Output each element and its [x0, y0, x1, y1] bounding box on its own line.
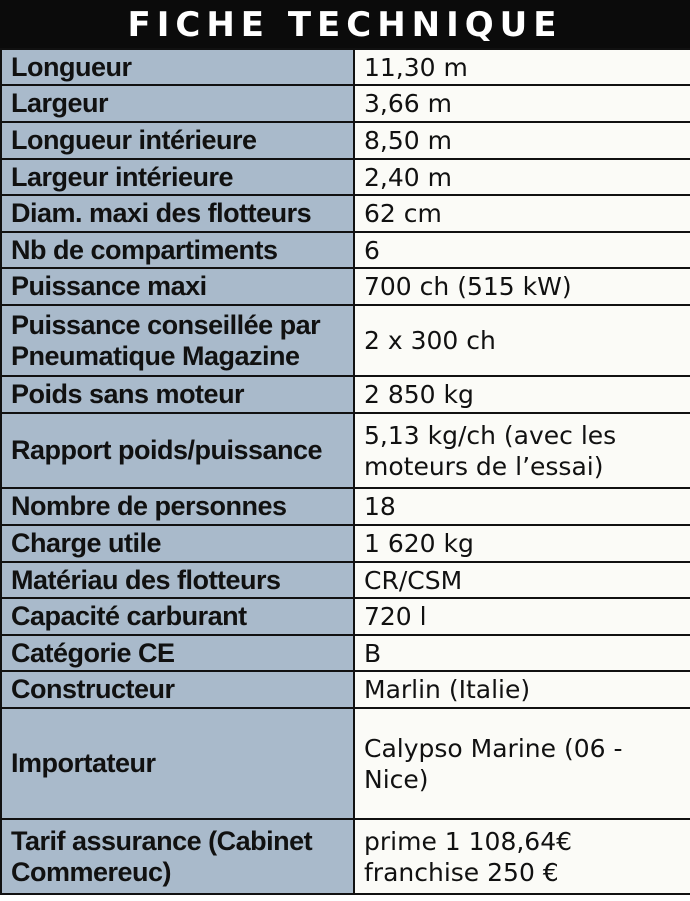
row-label: Poids sans moteur	[1, 376, 354, 413]
row-value: 2 850 kg	[354, 376, 690, 413]
table-row	[1, 232, 690, 268]
row-value: 2 x 300 ch	[354, 305, 690, 376]
row-value: 3,66 m	[354, 85, 690, 122]
row-label: Longueur intérieure	[1, 122, 354, 159]
row-label: Importateur	[1, 708, 354, 819]
row-value: 18	[354, 488, 690, 525]
table-row	[1, 85, 690, 122]
table-row	[1, 159, 690, 195]
sheet-title: FICHE TECHNIQUE	[0, 0, 690, 48]
table-row	[1, 122, 690, 159]
row-label: Puissance conseillée par Pneumatique Magazine	[1, 305, 354, 376]
row-value: 700 ch (515 kW)	[354, 268, 690, 305]
row-label: Largeur intérieure	[1, 159, 354, 195]
table-row	[1, 49, 690, 85]
row-value: 11,30 m	[354, 49, 690, 85]
table-row	[1, 708, 690, 819]
row-label: Matériau des flotteurs	[1, 562, 354, 598]
table-row	[1, 671, 690, 708]
row-value: 1 620 kg	[354, 525, 690, 562]
row-value: CR/CSM	[354, 562, 690, 598]
row-value: Calypso Marine (06 - Nice)	[354, 708, 690, 819]
row-value: 5,13 kg/ch (avec les moteurs de l’essai)	[354, 413, 690, 488]
table-row	[1, 305, 690, 376]
row-value: 62 cm	[354, 195, 690, 232]
row-value: 6	[354, 232, 690, 268]
row-label: Tarif assurance (Cabinet Commereuc)	[1, 819, 354, 894]
row-value: prime 1 108,64€ franchise 250 €	[354, 819, 690, 894]
row-label: Nb de compartiments	[1, 232, 354, 268]
table-row	[1, 268, 690, 305]
row-value: 720 l	[354, 598, 690, 635]
row-label: Charge utile	[1, 525, 354, 562]
table-row	[1, 562, 690, 598]
table-row	[1, 488, 690, 525]
table-row	[1, 525, 690, 562]
row-label: Largeur	[1, 85, 354, 122]
row-label: Catégorie CE	[1, 635, 354, 671]
row-label: Longueur	[1, 49, 354, 85]
row-value: 2,40 m	[354, 159, 690, 195]
row-value: Marlin (Italie)	[354, 671, 690, 708]
table-row	[1, 598, 690, 635]
table-row	[1, 413, 690, 488]
table-row	[1, 376, 690, 413]
table-row	[1, 195, 690, 232]
row-label: Constructeur	[1, 671, 354, 708]
row-label: Rapport poids/puissance	[1, 413, 354, 488]
row-label: Puissance maxi	[1, 268, 354, 305]
table-row	[1, 635, 690, 671]
row-label: Nombre de personnes	[1, 488, 354, 525]
row-label: Capacité carburant	[1, 598, 354, 635]
row-value: B	[354, 635, 690, 671]
table-row	[1, 819, 690, 894]
spec-table	[0, 48, 690, 895]
row-value: 8,50 m	[354, 122, 690, 159]
row-label: Diam. maxi des flotteurs	[1, 195, 354, 232]
